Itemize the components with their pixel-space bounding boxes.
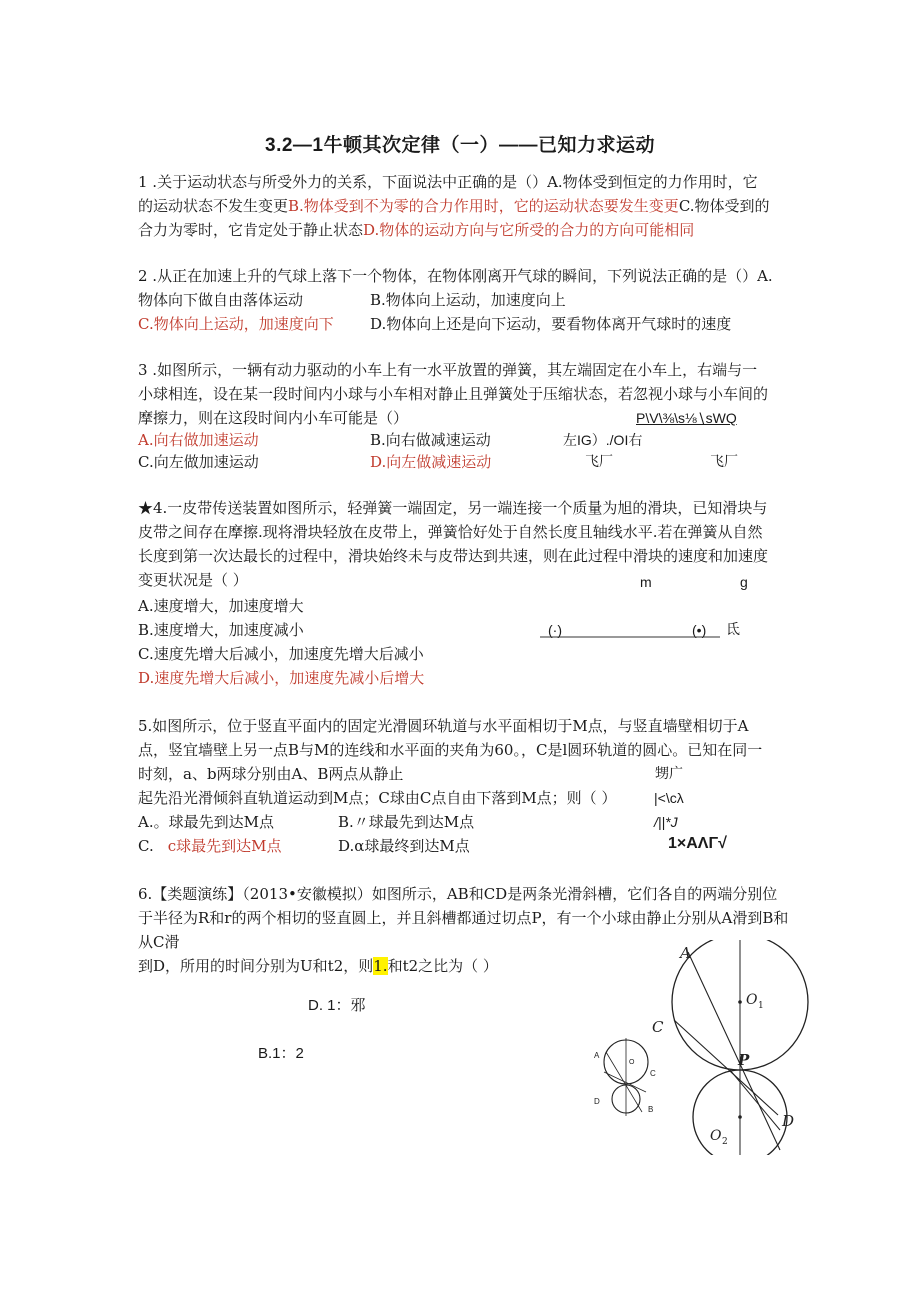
q5-option-c-text: c球最先到达M点 bbox=[167, 837, 282, 855]
q5-option-a: A.。球最先到达M点 bbox=[138, 813, 274, 831]
q6-label-o1: O bbox=[746, 992, 758, 1008]
q4-figure-m: m bbox=[640, 574, 652, 590]
q5-option-b: B.〃球最先到达M点 bbox=[338, 813, 475, 831]
q2-option-b: B.物体向上运动，加速度向上 bbox=[370, 291, 566, 309]
q4-option-b: B.速度增大，加速度减小 bbox=[138, 621, 304, 639]
q5-option-d: D.α球最终到达M点 bbox=[338, 837, 470, 855]
q1-line2: 的运动状态不发生变更B.物体受到不为零的合力作用时，它的运动状态要发生变更C.物体受到的 bbox=[138, 197, 770, 215]
q4-line2: 皮带之间存在摩擦.现将滑块轻放在皮带上，弹簧恰好处于自然长度且轴线水平.若在弹簧从自然 bbox=[138, 523, 763, 541]
q6-small-label-a: A bbox=[594, 1051, 600, 1060]
q6-label-d: D bbox=[782, 1112, 795, 1130]
q6-label-c: C bbox=[652, 1018, 664, 1036]
q5-figure-text1: 甥广 bbox=[655, 766, 683, 782]
q6-small-label-o: O bbox=[629, 1059, 635, 1066]
q3-line2: 小球相连，设在某一段时间内小球与小车相对静止且弹簧处于压缩状态，若忽视小球与小车间的 bbox=[138, 385, 769, 403]
q3-option-d: D.向左做减速运动 bbox=[370, 453, 492, 471]
q3-figure-cart: 左IG）./OI右 bbox=[563, 432, 643, 448]
q2-option-c: C.物体向上运动，加速度向下 bbox=[138, 315, 334, 333]
q1-line1: 1 .关于运动状态与所受外力的关系，下面说法中正确的是（）A.物体受到恒定的力作用时，它 bbox=[138, 173, 758, 191]
q1-option-d: D.物体的运动方向与它所受的合力的方向可能相同 bbox=[363, 221, 695, 239]
q4-figure-g: g bbox=[740, 574, 748, 590]
q6-label-p: P bbox=[738, 1051, 750, 1069]
q4-figure-belt bbox=[540, 636, 720, 640]
q4-line3: 长度到第一次达最长的过程中，滑块始终未与皮带达到共速，则在此过程中滑块的速度和加速度 bbox=[138, 547, 769, 565]
q3-figure-spring: P\V\⅜\s⅛∖sWQ bbox=[636, 410, 737, 426]
q6-label-a: A bbox=[680, 944, 691, 962]
q5-line1: 5.如图所示，位于竖直平面内的固定光滑圆环轨道与水平面相切于M点，与竖直墙壁相切于A bbox=[138, 717, 749, 735]
q6-figure-small-circles bbox=[590, 1032, 660, 1117]
q6-option-b: B.1：2 bbox=[258, 1045, 304, 1062]
q3-line1: 3 .如图所示，一辆有动力驱动的小车上有一水平放置的弹簧，其左端固定在小车上，右端与一 bbox=[138, 361, 758, 379]
q6-small-label-b: B bbox=[648, 1105, 654, 1114]
q6-line3: 从C滑 bbox=[138, 933, 180, 951]
q4-option-d: D.速度先增大后减小，加速度先减小后增大 bbox=[138, 669, 425, 687]
q6-label-o2-sub: 2 bbox=[722, 1137, 728, 1147]
q4-figure-wheel-left: (·) bbox=[548, 622, 562, 638]
q2-option-a: 物体向下做自由落体运动 bbox=[138, 291, 304, 309]
q6-line2: 于半径为R和r的两个相切的竖直圆上，并且斜槽都通过切点P，有一个小球由静止分别从A滑到B和 bbox=[138, 909, 789, 927]
q6-label-o2: O bbox=[710, 1128, 722, 1144]
q6-small-label-d: D bbox=[594, 1097, 600, 1106]
q6-small-label-c: C bbox=[650, 1069, 656, 1078]
q6-option-d: D. 1：邪 bbox=[308, 997, 366, 1014]
q4-figure-label: 氐 bbox=[726, 622, 740, 638]
q6-chord-pd bbox=[730, 1070, 780, 1130]
q3-figure-wheel-right: 飞厂 bbox=[710, 454, 738, 470]
q6-chord-ab bbox=[688, 952, 780, 1150]
q1-option-b: B.物体受到不为零的合力作用时，它的运动状态要发生变更 bbox=[288, 197, 679, 215]
q6-line1: 6.【类题演练】（2013•安徽模拟）如图所示，AB和CD是两条光滑斜槽，它们各自的两端分别位 bbox=[138, 885, 778, 903]
q6-label-o1-sub: 1 bbox=[758, 1001, 764, 1011]
q2-option-d: D.物体向上还是向下运动，要看物体离开气球时的速度 bbox=[370, 315, 732, 333]
page-title: 3.2—1牛顿其次定律（一）——已知力求运动 bbox=[265, 135, 655, 156]
q3-option-c: C.向左做加速运动 bbox=[138, 453, 259, 471]
q4-option-c: C.速度先增大后减小，加速度先增大后减小 bbox=[138, 645, 424, 663]
q5-line3: 时刻，a、b两球分别由A、B两点从静止 bbox=[138, 765, 404, 783]
q3-line3: 摩擦力，则在这段时间内小车可能是（） bbox=[138, 409, 409, 427]
q5-line2: 点，竖宜墙壁上另一点B与M的连线和水平面的夹角为60。，C是l圆环轨道的圆心。已知在同一 bbox=[138, 741, 763, 759]
q4-figure-wheel-right: (•) bbox=[692, 622, 707, 638]
q4-option-a: A.速度增大，加速度增大 bbox=[138, 597, 304, 615]
q2-line1: 2 .从正在加速上升的气球上落下一个物体，在物体刚离开气球的瞬间，下列说法正确的是（）A. bbox=[138, 267, 773, 285]
q6-highlight: 1. bbox=[373, 957, 388, 975]
q3-option-a: A.向右做加速运动 bbox=[138, 431, 259, 449]
q3-figure-wheel-left: 飞厂 bbox=[585, 454, 613, 470]
q4-line1: ★4.一皮带传送装置如图所示，轻弹簧一端固定，另一端连接一个质量为旭的滑块，已知滑块与 bbox=[138, 499, 768, 517]
q5-option-c: C. c球最先到达M点 bbox=[138, 837, 282, 855]
q4-line4: 变更状况是（ ） bbox=[138, 571, 248, 589]
q5-figure-text3: /||*J bbox=[654, 814, 678, 830]
q6-line4: 到D，所用的时间分别为U和t2，则1.和t2之比为（ ） bbox=[138, 957, 498, 975]
q5-figure-text4: 1×AΛΓ√ bbox=[668, 835, 727, 852]
q3-option-b: B.向右做减速运动 bbox=[370, 431, 491, 449]
q5-line4: 起先沿光滑倾斜直轨道运动到M点；C球由C点自由下落到M点；则（ ） bbox=[138, 789, 617, 807]
q1-line3: 合力为零时，它肯定处于静止状态D.物体的运动方向与它所受的合力的方向可能相同 bbox=[138, 221, 695, 239]
q5-figure-text2: |<\cλ bbox=[654, 790, 684, 806]
